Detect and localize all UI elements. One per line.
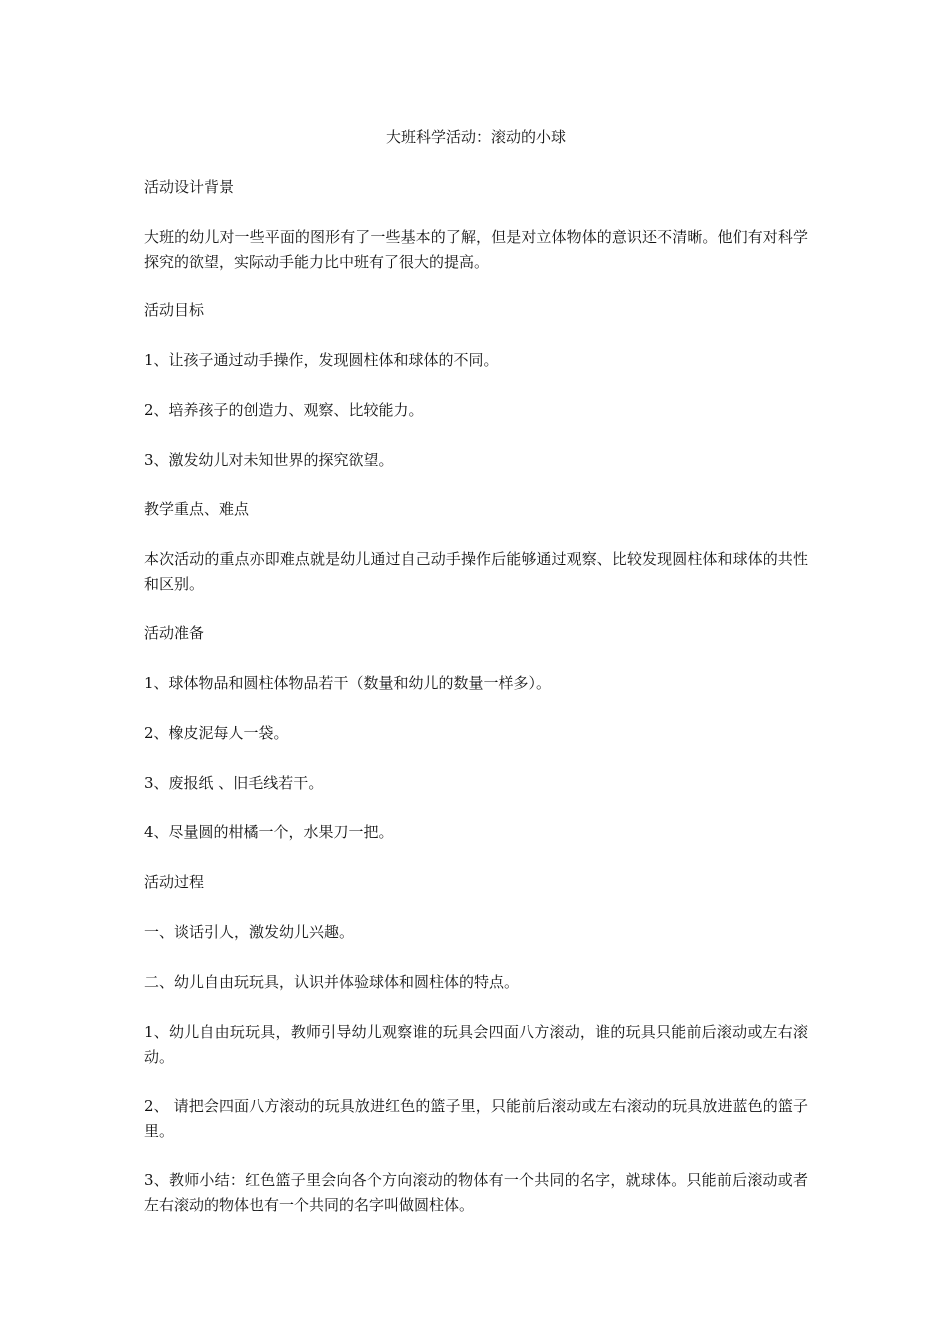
preparation-item-1: 1、球体物品和圆柱体物品若干（数量和幼儿的数量一样多）。 — [144, 674, 552, 692]
section-heading-preparation: 活动准备 — [144, 624, 205, 642]
process-step-1: 一、谈话引人，激发幼儿兴趣。 — [144, 923, 355, 941]
document-title: 大班科学活动：滚动的小球 — [385, 128, 566, 146]
process-substep-3: 3、教师小结：红色篮子里会向各个方向滚动的物体有一个共同的名字，就球体。只能前后滚动或者左右滚动的物体也有一个共同的名字叫做圆柱体。 — [144, 1171, 808, 1214]
goal-item-2: 2、培养孩子的创造力、观察、比较能力。 — [144, 401, 424, 419]
process-step-2: 二、幼儿自由玩玩具，认识并体验球体和圆柱体的特点。 — [144, 973, 520, 991]
section-heading-goals: 活动目标 — [144, 301, 205, 319]
section-heading-key-points: 教学重点、难点 — [144, 500, 250, 518]
section-heading-process: 活动过程 — [144, 873, 205, 891]
preparation-item-2: 2、橡皮泥每人一袋。 — [144, 724, 289, 742]
process-substep-1: 1、幼儿自由玩玩具，教师引导幼儿观察谁的玩具会四面八方滚动，谁的玩具只能前后滚动或左右滚动。 — [144, 1023, 808, 1066]
goal-item-1: 1、让孩子通过动手操作，发现圆柱体和球体的不同。 — [144, 351, 499, 369]
preparation-item-4: 4、尽量圆的柑橘一个，水果刀一把。 — [144, 823, 394, 841]
paragraph-background: 大班的幼儿对一些平面的图形有了一些基本的了解，但是对立体物体的意识还不清晰。他们有对科学探究的欲望，实际动手能力比中班有了很大的提高。 — [144, 228, 808, 271]
paragraph-key-points: 本次活动的重点亦即难点就是幼儿通过自己动手操作后能够通过观察、比较发现圆柱体和球体的共性和区别。 — [144, 550, 808, 593]
preparation-item-3: 3、废报纸 、旧毛线若干。 — [144, 774, 324, 792]
section-heading-background: 活动设计背景 — [144, 178, 235, 196]
process-substep-2: 2、 请把会四面八方滚动的玩具放进红色的篮子里，只能前后滚动或左右滚动的玩具放进蓝色的篮子里。 — [144, 1097, 808, 1140]
goal-item-3: 3、激发幼儿对未知世界的探究欲望。 — [144, 451, 394, 469]
